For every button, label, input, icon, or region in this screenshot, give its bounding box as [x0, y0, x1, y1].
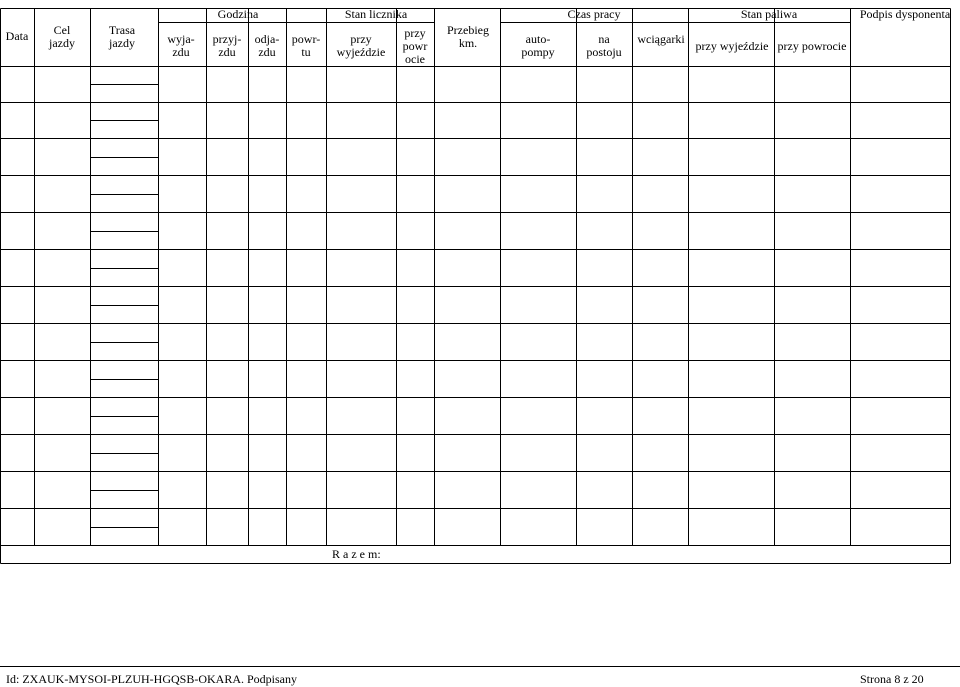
footer-divider — [0, 666, 960, 667]
col-header-paliwo-wyjazd: przy wyjeździe — [695, 39, 769, 53]
group-header-podpis: Podpis dysponenta — [859, 7, 951, 21]
col-header-trasa-jazdy: Trasa jazdy — [108, 23, 136, 50]
col-header-przy-powrocie: przy powr ocie — [402, 26, 428, 66]
col-header-przebieg: Przebieg km. — [447, 23, 489, 50]
col-header-wciagarki: wciągarki — [637, 32, 685, 46]
col-header-przyjazdu: przyj- zdu — [212, 32, 242, 59]
page-number: Strona 8 z 20 — [860, 672, 924, 686]
col-header-wyjazdu: wyja- zdu — [167, 32, 195, 59]
col-header-paliwo-powrot: przy powrocie — [777, 39, 847, 53]
col-header-data: Data — [5, 29, 29, 43]
col-header-cel-jazdy: Cel jazdy — [49, 23, 75, 50]
group-header-czas-pracy: Czas pracy — [567, 7, 621, 21]
col-header-przy-wyjezdzie: przy wyjeździe — [336, 32, 386, 59]
col-header-na-postoju: na postoju — [586, 32, 622, 59]
group-header-stan-licznika: Stan licznika — [344, 7, 408, 21]
group-header-stan-paliwa: Stan paliwa — [740, 7, 798, 21]
document-id: Id: ZXAUK-MYSOI-PLZUH-HGQSB-OKARA. Podpisany — [6, 672, 297, 686]
col-header-odjazdu: odja- zdu — [254, 32, 280, 59]
col-header-autopompy: auto- pompy — [521, 32, 555, 59]
group-header-godzina: Godzina — [217, 7, 259, 21]
col-header-powrotu: powr- tu — [291, 32, 321, 59]
totals-label: R a z e m: — [332, 547, 381, 561]
